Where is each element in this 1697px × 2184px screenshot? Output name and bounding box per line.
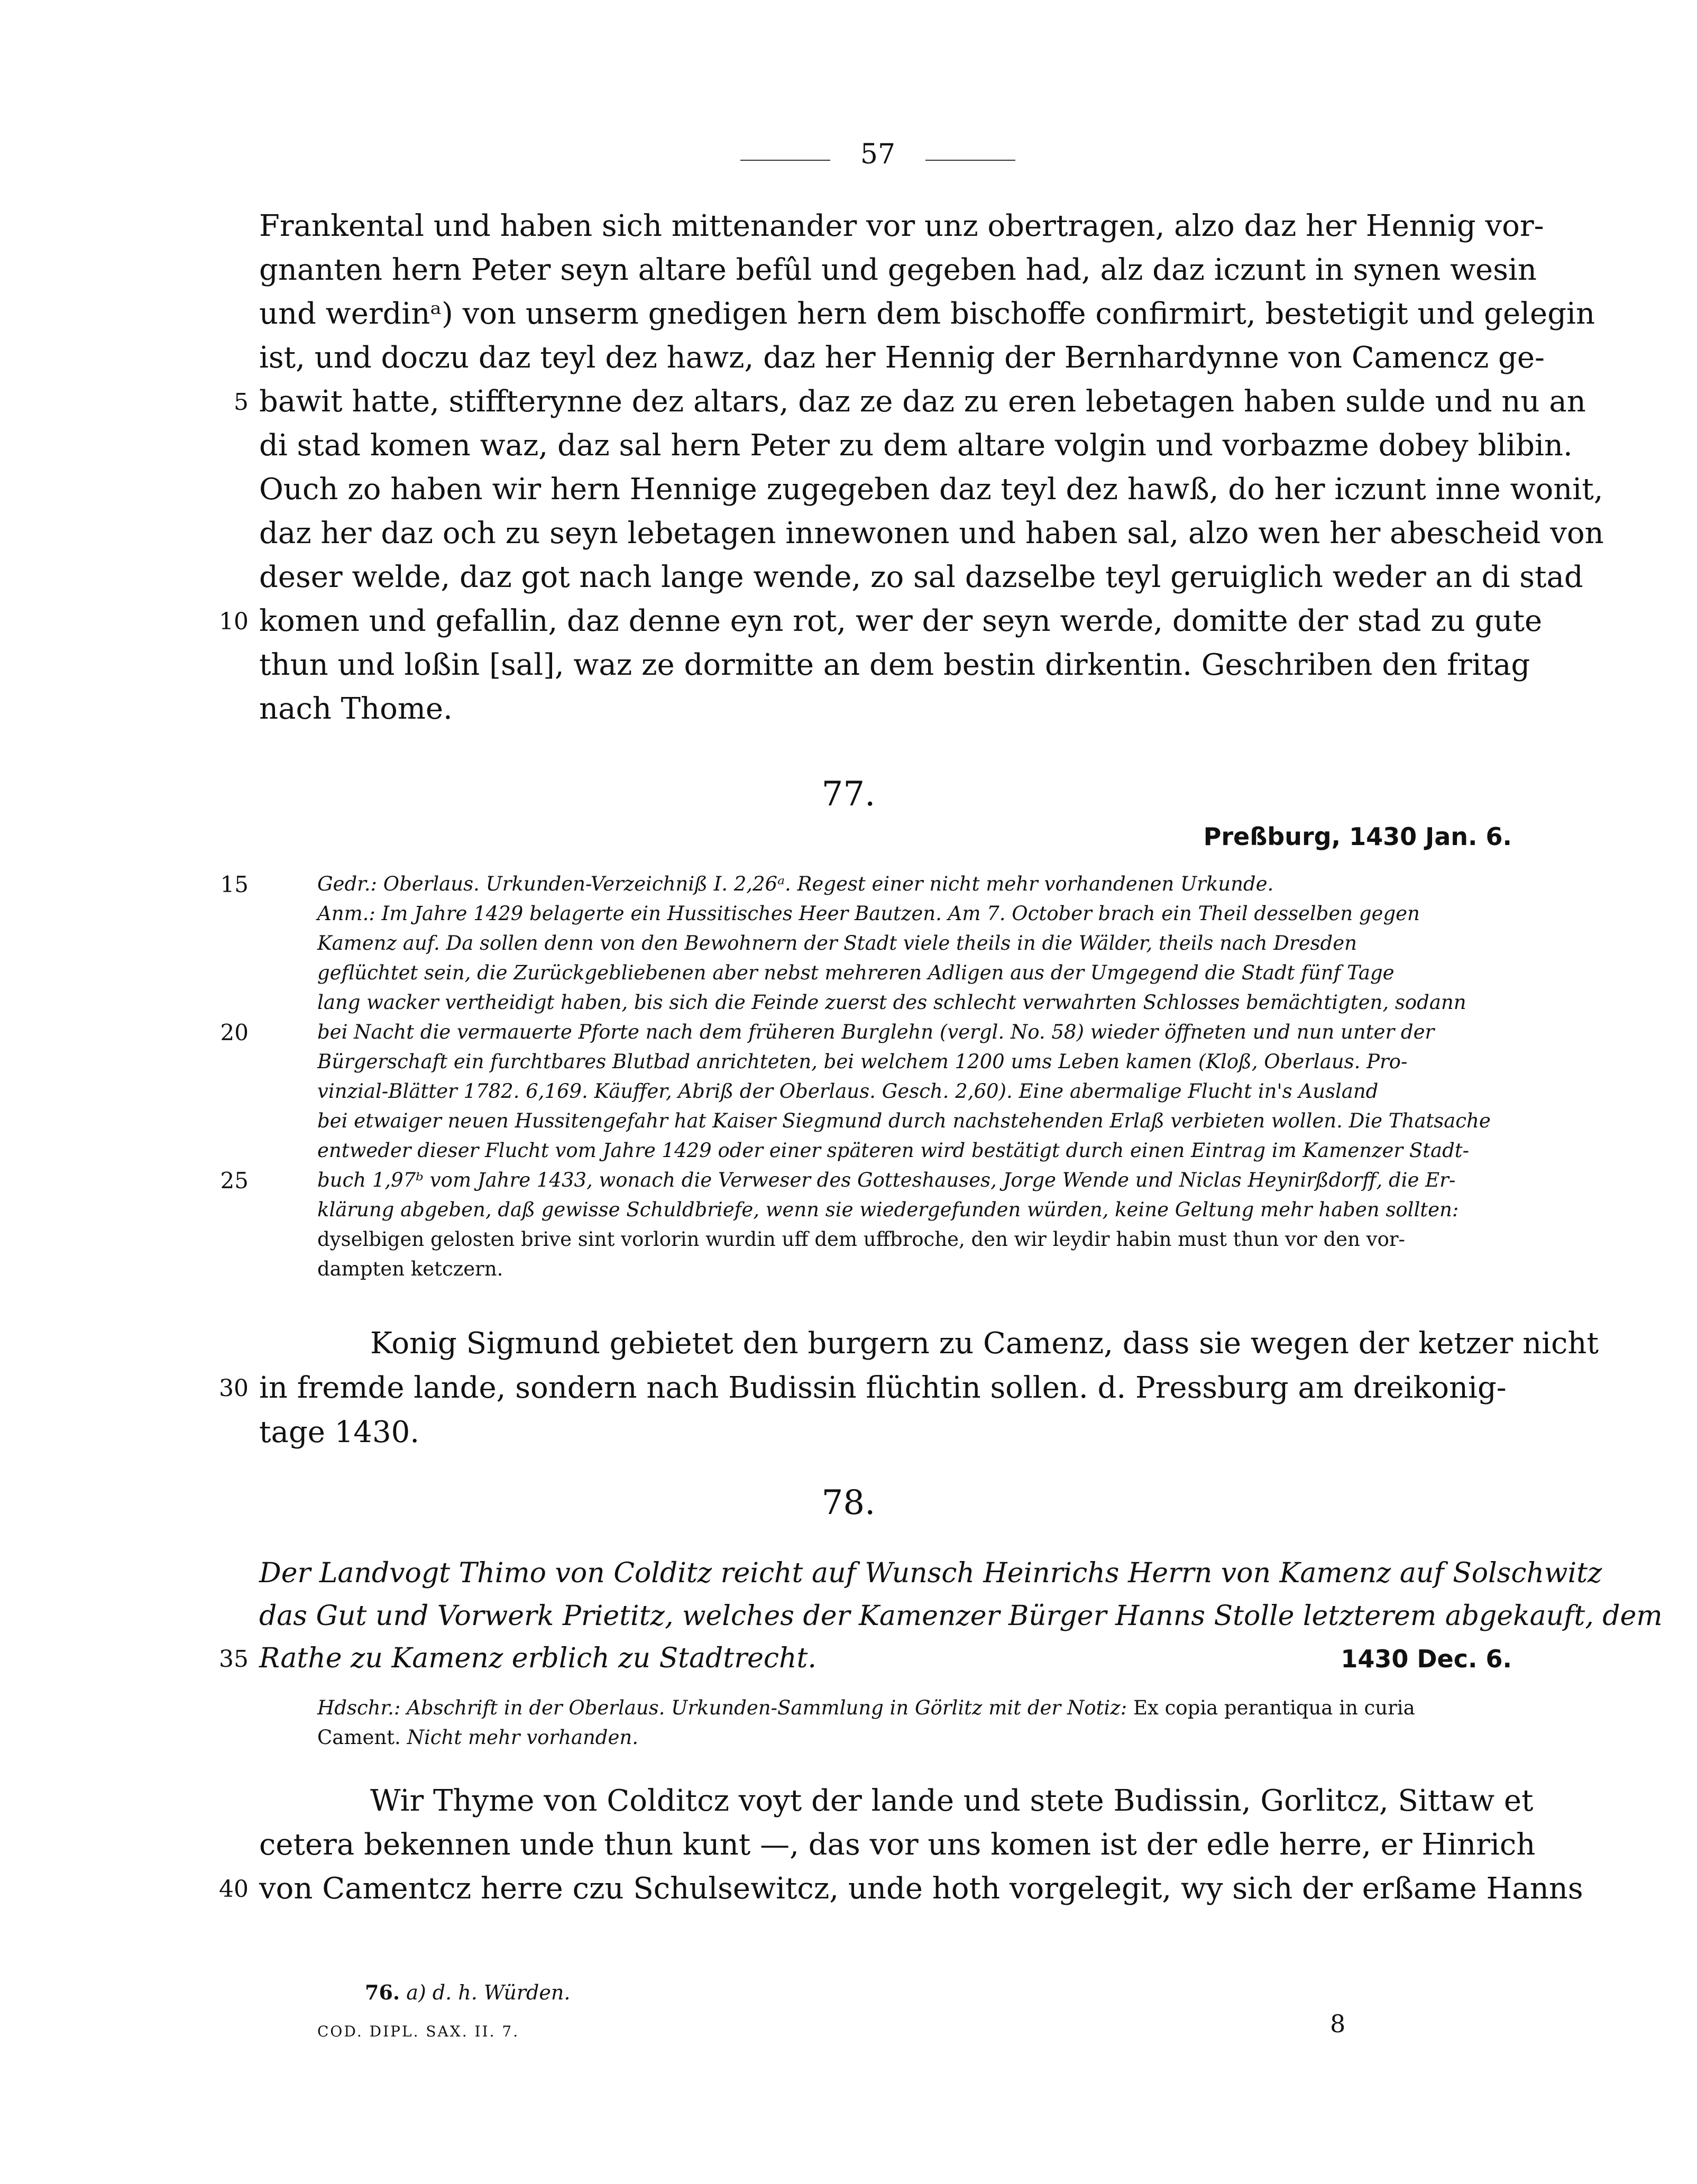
text-line: und werdinᵃ) von unserm gnedigen hern dem bischoffe confirmirt, bestetigit und gelegin [259, 297, 1595, 331]
charter-line: cetera bekennen unde thun kunt —, das vor uns komen ist der edle herre, er Hinrich [259, 1828, 1536, 1862]
note-line: Bürgerschaft ein furchtbares Blutbad anrichteten, bei welchem 1200 ums Leben kamen (Kloß, Oberlaus. Pro- [317, 1050, 1408, 1073]
text-line: deser welde, daz got nach lange wende, zo sal dazselbe teyl geruiglich weder an di stad [259, 560, 1583, 594]
note-line: bei etwaiger neuen Hussitengefahr hat Kaiser Siegmund durch nachstehenden Erlaß verbieten wollen. Die Thatsache [317, 1109, 1491, 1132]
note-line: Kamenz auf. Da sollen denn von den Bewohnern der Stadt viele theils in die Wälder, theils nach Dresden [317, 932, 1357, 955]
note-line: bei Nacht die vermauerte Pforte nach dem früheren Burglehn (vergl. No. 58) wieder öffneten und nun unter der [317, 1021, 1435, 1043]
page-number: 57 [860, 139, 896, 170]
document-date: 1430 Dec. 6. [1341, 1645, 1512, 1673]
source-note [317, 1726, 1512, 1755]
line-number: 35 [219, 1646, 249, 1673]
text-line: di stad komen waz, daz sal hern Peter zu dem altare volgin und vorbazme dobey blibin. [259, 428, 1573, 463]
summary-line: das Gut und Vorwerk Prietitz, welches der Kamenzer Bürger Hanns Stolle letzterem abgekauft, dem [259, 1600, 1663, 1632]
text-line: Frankental und haben sich mittenander vor unz obertragen, alzo daz her Hennig vor- [259, 209, 1544, 243]
place-date: Preßburg, 1430 Jan. 6. [1203, 822, 1512, 851]
note-line: Gedr.: Oberlaus. Urkunden-Verzeichniß I. 2,26ᵃ. Regest einer nicht mehr vorhandenen Urkunde. [317, 873, 1274, 895]
note-line: dyselbigen gelosten brive sint vorlorin wurdin uff dem uffbroche, den wir leydir habin must thun vor den vor- [317, 1228, 1406, 1251]
line-number: 15 [220, 871, 249, 897]
summary-line: Rathe zu Kamenz erblich zu Stadtrecht. [259, 1642, 817, 1674]
regest-line: in fremde lande, sondern nach Budissin flüchtin sollen. d. Pressburg am dreikonig- [259, 1371, 1507, 1405]
document-number: 77. [821, 775, 876, 814]
sheet-signature: COD. DIPL. SAX. II. 7. [317, 2023, 520, 2040]
line-number: 20 [220, 1020, 249, 1045]
charter-line: von Camentcz herre czu Schulsewitcz, unde hoth vorgelegit, wy sich der erßame Hanns [259, 1871, 1583, 1906]
note-line: lang wacker vertheidigt haben, bis sich die Feinde zuerst des schlecht verwahrten Schlosses bemächtigten, sodann [317, 991, 1466, 1014]
text-line: daz her daz och zu seyn lebetagen innewonen und haben sal, alzo wen her abescheid von [259, 516, 1604, 550]
note-line: klärung abgeben, daß gewisse Schuldbriefe, wenn sie wiedergefunden würden, keine Geltung mehr haben sollten: [317, 1198, 1459, 1221]
footnote-ref: 76. [365, 1980, 400, 2004]
source-quote: Ex copia perantiqua in curia [1133, 1696, 1415, 1719]
text-line: komen und gefallin, daz denne eyn rot, wer der seyn werde, domitte der stad zu gute [259, 604, 1543, 638]
note-line: dampten ketczern. [317, 1258, 503, 1280]
document-number: 78. [821, 1483, 876, 1522]
source-status: Nicht mehr vorhanden. [407, 1726, 638, 1749]
note-line: buch 1,97ᵇ vom Jahre 1433, wonach die Verweser des Gotteshauses, Jorge Wende und Niclas Heynirßdorff, die Er- [317, 1169, 1456, 1191]
line-number: 10 [219, 608, 249, 635]
line-number: 40 [219, 1876, 249, 1903]
note-line: entweder dieser Flucht vom Jahre 1429 oder einer späteren wird bestätigt durch einen Eintrag im Kamenzer Stadt- [317, 1139, 1470, 1162]
source-label: Hdschr.: Abschrift in der Oberlaus. Urkunden-Sammlung in Görlitz mit der Notiz: [317, 1696, 1127, 1719]
footnote [365, 1980, 570, 2004]
line-number: 5 [234, 389, 249, 416]
regest-line: tage 1430. [259, 1415, 419, 1449]
text-line: Ouch zo haben wir hern Hennige zugegeben daz teyl dez hawß, do her iczunt inne wonit, [259, 472, 1603, 507]
text-line: bawit hatte, stiffterynne dez altars, daz ze daz zu eren lebetagen haben sulde und nu an [259, 384, 1586, 419]
page-header [730, 139, 1026, 181]
text-line: thun und loßin [sal], waz ze dormitte an dem bestin dirkentin. Geschriben den fritag [259, 648, 1530, 682]
line-number: 30 [219, 1375, 249, 1402]
line-number: 25 [220, 1168, 249, 1194]
source-quote-cont: Cament. [317, 1726, 401, 1749]
note-line: Anm.: Im Jahre 1429 belagerte ein Hussitisches Heer Bautzen. Am 7. October brach ein Theil desselben gegen [317, 902, 1420, 925]
text-line: gnanten hern Peter seyn altare befûl und gegeben had, alz daz iczunt in synen wesin [259, 253, 1537, 287]
sheet-number: 8 [1330, 2009, 1346, 2038]
regest-line: Konig Sigmund gebietet den burgern zu Camenz, dass sie wegen der ketzer nicht [370, 1326, 1599, 1361]
header-rule-right [925, 160, 1015, 161]
text-line: ist, und doczu daz teyl dez hawz, daz her Hennig der Bernhardynne von Camencz ge- [259, 341, 1545, 375]
charter-line: Wir Thyme von Colditcz voyt der lande und stete Budissin, Gorlitcz, Sittaw et [370, 1784, 1534, 1818]
note-line: vinzial-Blätter 1782. 6,169. Käuffer, Abriß der Oberlaus. Gesch. 2,60). Eine abermalige Flucht in's Ausland [317, 1080, 1379, 1103]
note-line: geflüchtet sein, die Zurückgebliebenen aber nebst mehreren Adligen aus der Umgegend die Stadt fünf Tage [317, 961, 1395, 984]
footnote-text: a) d. h. Würden. [406, 1981, 571, 2004]
text-line: nach Thome. [259, 692, 453, 726]
source-note [317, 1696, 1512, 1725]
summary-line: Der Landvogt Thimo von Colditz reicht auf Wunsch Heinrichs Herrn von Kamenz auf Solschwitz [259, 1557, 1602, 1589]
